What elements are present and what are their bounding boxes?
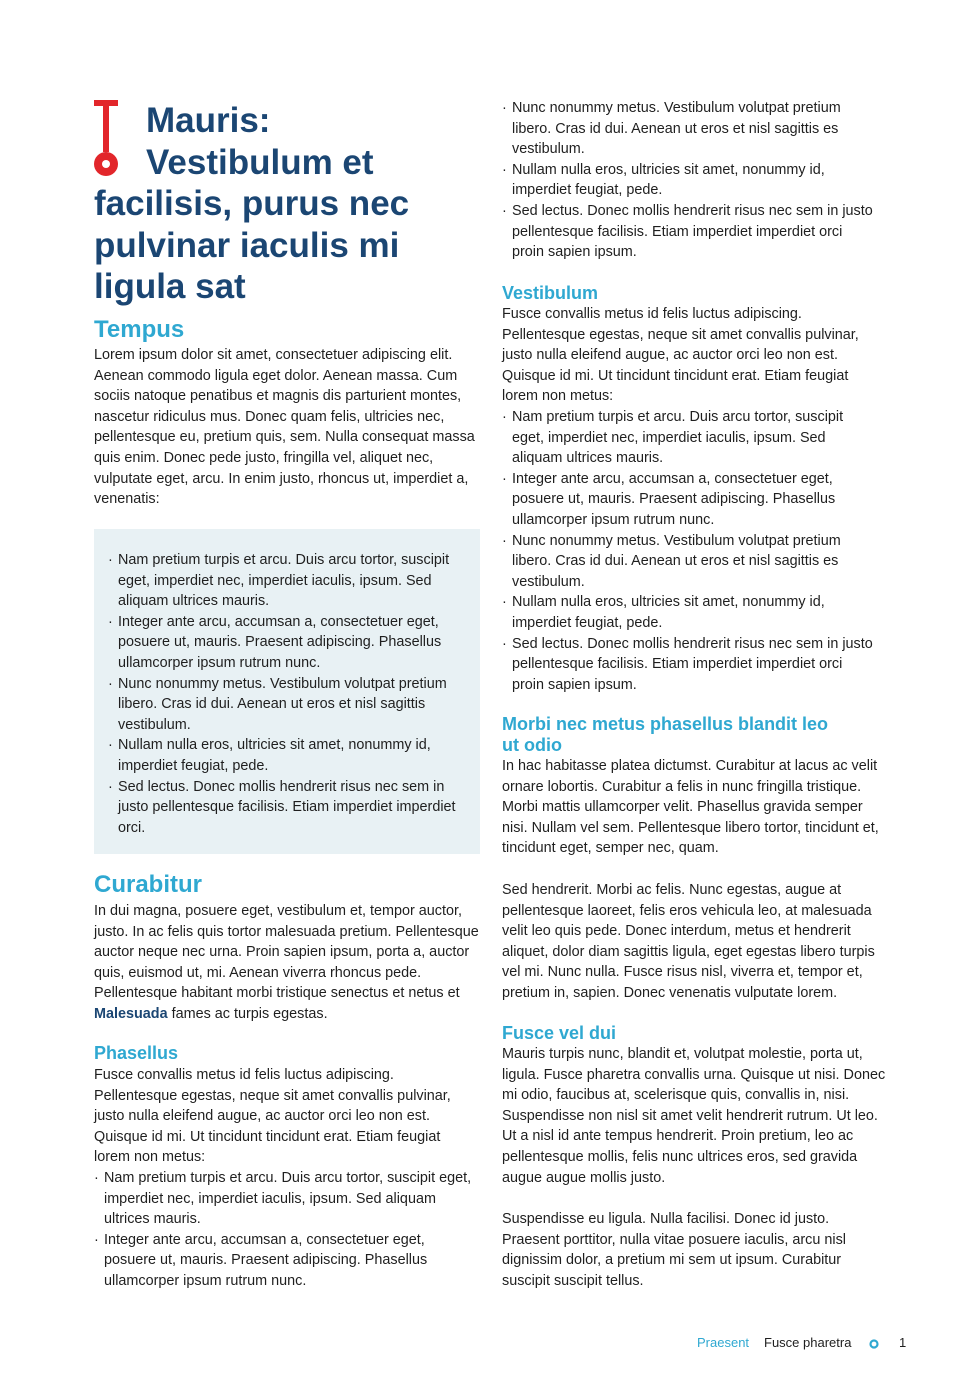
fusce-body-2: Suspendisse eu ligula. Nulla facilisi. Donec id justo. Praesent porttitor, nulla vitae posuere iaculis, arcu nisl dignissim dolor, a pretium mi sem ut ipsum. Curabitur suscipit suscipit tellus. bbox=[502, 1211, 846, 1289]
malesuada-link[interactable]: Malesuada bbox=[94, 1005, 168, 1022]
list-item: · Nunc nonummy metus. Vestibulum volutpat pretium libero. Cras id dui. Aenean ut eros et nisl sagittis es vestibulum. bbox=[502, 531, 878, 593]
list-item: · Nam pretium turpis et arcu. Duis arcu tortor, suscipit eget, imperdiet nec, imperdiet iaculis, ipsum. Sed aliquam ultrices mauris. bbox=[108, 550, 464, 612]
list-item: · Sed lectus. Donec mollis hendrerit risus nec sem in justo pellentesque facilisis. Etiam imperdiet imperdiet orci. bbox=[108, 777, 464, 839]
list-item: · Nunc nonummy metus. Vestibulum volutpat pretium libero. Cras id dui. Aenean ut eros et nisl sagittis vestibulum. bbox=[108, 674, 464, 736]
vestibulum-heading: Vestibulum bbox=[502, 283, 599, 303]
morbi-heading: Morbi nec metus phasellus blandit leo ut odio bbox=[502, 714, 829, 755]
ring-dot-icon bbox=[869, 1339, 879, 1349]
morbi-body-1: In hac habitasse platea dictumst. Curabitur at lacus ac velit ornare lobortis. Curabitur a felis in nunc fringilla tristique. Morbi mattis ullamcorper velit. Phasellus gravida semper nisi. Nullam vel sem. Pellentesque libero tortor, tincidunt et, tincidunt eget, semper nec, quam. bbox=[502, 758, 879, 857]
vestibulum-list bbox=[502, 407, 878, 695]
page-title: Mauris: Vestibulum et facilisis, purus nec pulvinar iaculis mi ligula sat bbox=[94, 101, 410, 306]
list-item: · Nullam nulla eros, ultricies sit amet, nonummy id, imperdiet feugiat, pede. bbox=[108, 735, 464, 776]
vestibulum-body: Fusce convallis metus id felis luctus adipiscing. Pellentesque egestas, neque sit amet convallis pulvinar, justo nulla eleifend augue, ac auctor orci leo non est. Quisque id mi. Ut tincidunt tincidunt erat. Etiam feugiat lorem non metus: bbox=[502, 306, 859, 405]
tempus-body: Lorem ipsum dolor sit amet, consectetuer adipiscing elit. Aenean commodo ligula eget dolor. Aenean massa. Cum sociis natoque penatibus et magnis dis parturient montes, nascetur ridiculus mus. Donec quam felis, ultricies nec, pellentesque eu, pretium quis, sem. Nulla consequat massa quis enim. Donec pede justo, fringilla vel, aliquet nec, vulputate eget, arcu. In enim justo, rhoncus ut, imperdiet a, venenatis: bbox=[94, 347, 475, 508]
fusce-body-1: Mauris turpis nunc, blandit et, volutpat molestie, porta ut, ligula. Fusce pharetra convallis urna. Quisque ut nisi. Donec mi odio, faucibus at, scelerisque quis, convallis in, nisi. Suspendisse non nisl sit amet velit hendrerit rutrum. Ut leo. Ut a nisl id ante tempus hendrerit. Proin pretium, leo ac pellentesque mollis, felis nunc ultrices eros, sed gravida augue augue mollis justo. bbox=[502, 1046, 886, 1186]
list-item: · Integer ante arcu, accumsan a, consectetuer eget, posuere ut, mauris. Praesent adipiscing. Phasellus ullamcorper ipsum rutrum nunc. bbox=[502, 469, 878, 531]
footer-section: Praesent bbox=[697, 1335, 750, 1350]
phasellus-heading: Phasellus bbox=[94, 1043, 179, 1063]
list-item: · Sed lectus. Donec mollis hendrerit risus nec sem in justo pellentesque facilisis. Etiam imperdiet imperdiet orci proin sapien ipsum. bbox=[502, 634, 878, 696]
phasellus-list bbox=[94, 1168, 480, 1292]
page-number: 1 bbox=[899, 1335, 907, 1350]
morbi-body-2: Sed hendrerit. Morbi ac felis. Nunc egestas, augue at pellentesque laoreet, felis eros vehicula leo, at malesuada velit leo quis pede. Donec interdum, metus et hendrerit aliquet, dolor diam sagittis ligula, eget egestas libero turpis vel mi. Nunc nulla. Fusce risus nisl, viverra et, tempor et, pretium in, sapien. Donec venenatis vulputate lorem. bbox=[502, 882, 875, 1001]
list-item: · Nam pretium turpis et arcu. Duis arcu tortor, suscipit eget, imperdiet nec, imperdiet iaculis, ipsum. Sed aliquam ultrices mauris. bbox=[94, 1168, 480, 1230]
highlight-list bbox=[108, 550, 464, 838]
highlight-box bbox=[94, 529, 480, 854]
curabitur-body: In dui magna, posuere eget, vestibulum et, tempor auctor, justo. In ac felis quis tortor malesuada pretium. Pellentesque auctor neque nec urna. Proin sapien ipsum, porta a, auctor quis, euismod ut, mi. Aenean viverra rhoncus pede. Pellentesque habitant morbi tristique senectus et netus et Malesuada fames ac turpis egestas. bbox=[94, 903, 479, 1022]
list-item: · Nam pretium turpis et arcu. Duis arcu tortor, suscipit eget, imperdiet nec, imperdiet iaculis, ipsum. Sed aliquam ultrices mauris. bbox=[502, 407, 878, 469]
list-item: · Integer ante arcu, accumsan a, consectetuer eget, posuere ut, mauris. Praesent adipiscing. Phasellus ullamcorper ipsum rutrum nunc. bbox=[108, 612, 464, 674]
list-item: · Integer ante arcu, accumsan a, consectetuer eget, posuere ut, mauris. Praesent adipiscing. Phasellus ullamcorper ipsum rutrum nunc. bbox=[94, 1230, 480, 1292]
footer-chapter: Fusce pharetra bbox=[764, 1335, 852, 1350]
fusce-heading: Fusce vel dui bbox=[502, 1023, 617, 1043]
list-item: · Sed lectus. Donec mollis hendrerit risus nec sem in justo pellentesque facilisis. Etiam imperdiet imperdiet orci proin sapien ipsum. bbox=[502, 201, 878, 263]
list-item: · Nullam nulla eros, ultricies sit amet, nonummy id, imperdiet feugiat, pede. bbox=[502, 592, 878, 633]
list-item: · Nunc nonummy metus. Vestibulum volutpat pretium libero. Cras id dui. Aenean ut eros et nisl sagittis es vestibulum. bbox=[502, 98, 878, 160]
top-list bbox=[502, 98, 878, 263]
phasellus-body: Fusce convallis metus id felis luctus adipiscing. Pellentesque egestas, neque sit amet convallis pulvinar, justo nulla eleifend augue, ac auctor orci leo non est. Quisque id mi. Ut tincidunt tincidunt erat. Etiam feugiat lorem non metus: bbox=[94, 1067, 451, 1166]
list-item: · Nullam nulla eros, ultricies sit amet, nonummy id, imperdiet feugiat, pede. bbox=[502, 160, 878, 201]
tempus-heading: Tempus bbox=[94, 316, 185, 343]
curabitur-heading: Curabitur bbox=[94, 871, 202, 898]
